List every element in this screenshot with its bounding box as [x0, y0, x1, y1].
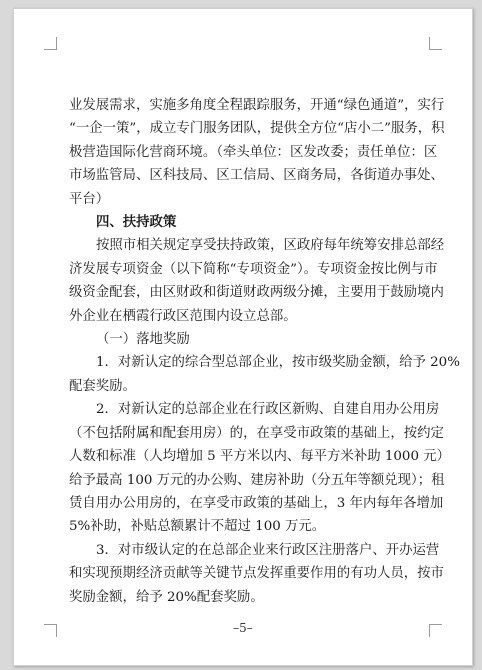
text-line: 级资金配套，由区财政和街道财政两级分摊，主要用于鼓励境内 — [69, 285, 444, 301]
text-line: 2．对新认定的总部企业在行政区新购、自建自用办公用房 — [96, 402, 440, 418]
section-heading-support-policy — [69, 211, 429, 234]
text-line: 5%补助，补贴总额累计不超过 100 万元。 — [69, 519, 326, 535]
text-line: “一企一策”，成立专门服务团队，提供全方位“店小二”服务，积 — [69, 121, 445, 137]
paragraph-service-measures — [69, 94, 445, 211]
text-line: 赁自用办公用房的，在享受市政策的基础上，3 年内每年各增加 — [69, 495, 444, 511]
page-number: –5– — [233, 621, 253, 635]
text-line: 按照市相关规定享受扶持政策，区政府每年统筹安排总部经 — [96, 238, 445, 254]
text-line: 1．对新认定的综合型总部企业，按市级奖励金额，给予 20% — [96, 355, 460, 371]
text-line: 和实现预期经济贡献等关键节点发挥重要作用的有功人员，按市 — [69, 566, 444, 582]
document-page — [13, 8, 473, 666]
heading-text: （一）落地奖励 — [96, 332, 190, 348]
text-line: 配套奖励。 — [69, 378, 136, 394]
text-line: 给予最高 100 万元的办公购、建房补助（分五年等额兑现）；租 — [69, 472, 445, 488]
paragraph-item-2 — [69, 398, 450, 538]
subsection-heading-landing-award — [69, 328, 429, 351]
text-line: 业发展需求，实施多角度全程跟踪服务，开通“绿色通道”，实行 — [69, 98, 445, 113]
text-line: 奖励金额，给予 20%配套奖励。 — [69, 589, 264, 605]
text-line: 极营造国际化营商环境。（牵头单位：区发改委；责任单位：区 — [69, 144, 438, 160]
text-line: 平台） — [69, 191, 110, 207]
text-line: 外企业在栖霞行政区范围内设立总部。 — [69, 308, 297, 324]
text-line: 人数和标准（人均增加 5 平方米以内、每平方米补助 1000 元） — [69, 449, 450, 465]
text-line: 济发展专项资金（以下简称“专项资金”）。专项资金按比例与市 — [69, 261, 438, 277]
crop-mark-top-left — [44, 37, 57, 50]
document-body — [69, 94, 460, 609]
crop-mark-top-right — [429, 37, 442, 50]
text-line: （不包括附属和配套用房）的，在享受市政策的基础上，按约定 — [69, 425, 444, 441]
heading-text: 四、扶持政策 — [96, 215, 177, 231]
paragraph-special-fund — [69, 234, 445, 328]
text-line: 3．对市级认定的在总部企业来行政区注册落户、开办运营 — [96, 542, 440, 558]
text-line: 市场监管局、区科技局、区工信局、区商务局，各街道办事处、 — [69, 168, 444, 184]
paragraph-item-1 — [69, 351, 460, 398]
paragraph-item-3 — [69, 539, 444, 609]
